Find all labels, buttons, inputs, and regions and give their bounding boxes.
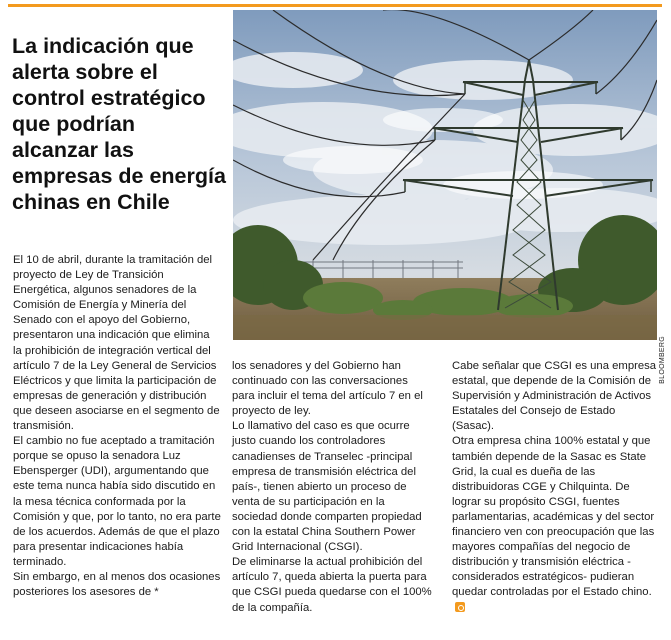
photo-credit: BLOOMBERG [659,336,666,384]
paragraph-text: Otra empresa china 100% estatal y que también depende de la Sasac es State Grid, la cual es dueña de las distribuidoras CGE y Chilquinta. De lograr su propósito CSGI, fuentes parlamentarias, académicas y del sector financiero ven con preocupación que las mayores compañías del negocio de distribución y transmisión eléctrica -considerados estratégicos- pudieran quedar controladas por el Estado chino. [452,435,655,599]
paragraph [452,434,657,615]
paragraph: El cambio no fue aceptado a tramitación porque se opuso la senadora Luz Ebensperger (UDI), argumentando que este tema nunca había sido discutido en la mesa técnica conformada por la Comisión y que, por lo tanto, no era parte de los acuerdos. Además de que el plazo para presentar indicaciones había terminado. [13,435,221,568]
accent-rule [8,4,662,7]
article-column-3 [452,359,657,616]
headline: La indicación que alerta sobre el control estratégico que podrían alcanzar las empresas de energía chinas en Chile [12,34,226,214]
article-column-2 [232,359,432,616]
end-of-article-icon [455,602,465,612]
paragraph: De eliminarse la actual prohibición del artículo 7, queda abierta la puerta para que CSGI pueda quedarse con el 100% de la compañía. [232,556,432,614]
paragraph: El 10 de abril, durante la tramitación del proyecto de Ley de Transición Energética, algunos senadores de la Comisión de Energía y Minería del Senado con el apoyo del Gobierno, presentaron una indicación que elimina la prohibición de integración vertical del artículo 7 de la Ley General de Servicios Eléctricos y que limita la participación de empresas de generación y distribución que deseen asociarse en el segmento de transmisión. [13,254,220,433]
paragraph: los senadores y del Gobierno han continuado con las conversaciones para incluir el tema del artículo 7 en el proyecto de ley. [232,360,423,418]
article-column-1 [13,253,221,600]
photo-power-lines [233,10,657,340]
paragraph: Sin embargo, en al menos dos ocasiones posteriores los asesores de * [13,570,221,599]
paragraph: Lo llamativo del caso es que ocurre justo cuando los controladores canadienses de Transelec -principal empresa de transmisión eléctrica del país-, tienen abierto un proceso de venta de su participación en la sociedad donde comparten propiedad con la estatal China Southern Power Grid Internacional (CSGI). [232,420,422,554]
paragraph: Cabe señalar que CSGI es una empresa estatal, que depende de la Comisión de Supervisión y Administración de Activos Estatales del Consejo de Estado (Sasac). [452,360,657,433]
